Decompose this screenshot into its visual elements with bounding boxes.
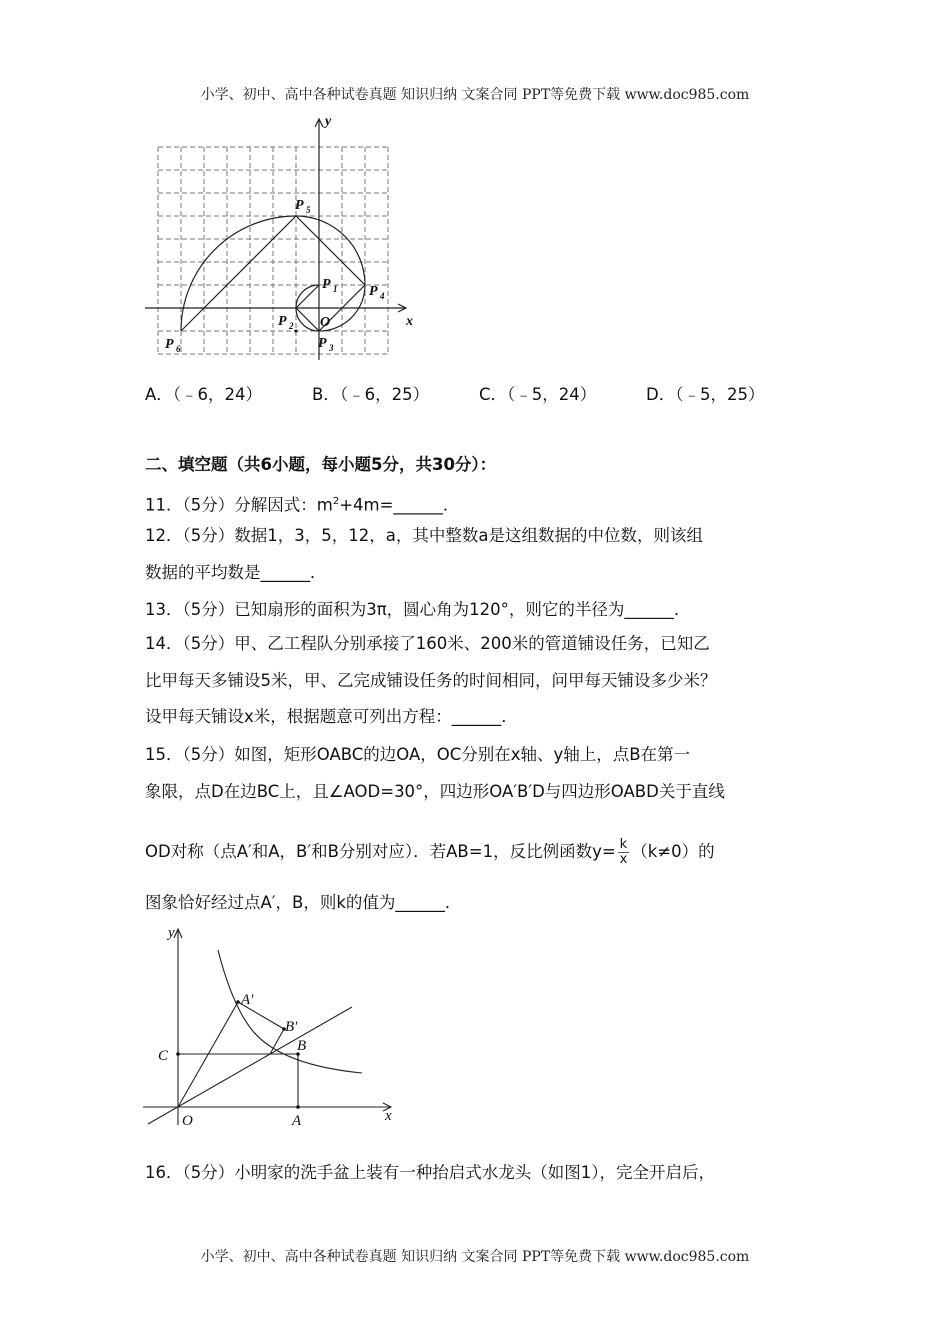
option-d[interactable]: D．（﹣5，25） <box>646 385 765 404</box>
option-c[interactable]: C．（﹣5，24） <box>479 385 597 404</box>
rectangle-OABC <box>178 1054 298 1107</box>
option-b[interactable]: B．（﹣6，25） <box>312 385 430 404</box>
spiral-segments <box>181 216 365 331</box>
svg-text:5: 5 <box>306 205 311 215</box>
answer-options <box>145 384 813 406</box>
svg-text:4: 4 <box>380 291 385 301</box>
question-15-line2: 象限，点D在边BC上，且∠AOD=30°，四边形OA′B′D与四边形OABD关于直线 <box>145 782 725 801</box>
page-footer: 小学、初中、高中各种试卷真题 知识归纳 文案合同 PPT等免费下载 www.doc985.com <box>200 1249 750 1265</box>
figure-rectangle-hyperbola <box>140 920 400 1130</box>
fraction-k-over-x: $\frac{k}{x}$ <box>619 837 628 867</box>
question-15-line3: OD对称（点A′和A，B′和B分别对应）．若AB=1，反比例函数y= $\frac{k}{x}$ （k≠0）的 <box>145 837 715 867</box>
svg-text:3: 3 <box>329 343 334 353</box>
label-P5: P <box>295 198 304 213</box>
label-B-prime: B′ <box>285 1019 298 1035</box>
option-a[interactable]: A．（﹣6，24） <box>145 385 263 404</box>
label-P3: P <box>318 336 327 351</box>
label-O: O <box>320 315 331 330</box>
label-x: x <box>385 1108 392 1124</box>
svg-text:1: 1 <box>333 284 338 294</box>
question-15-line1: 15．（5分）如图，矩形OABC的边OA，OC分别在x轴、y轴上，点B在第一 <box>145 745 691 764</box>
hyperbola-curve <box>218 950 362 1073</box>
svg-text:2: 2 <box>289 321 294 331</box>
label-O: O <box>182 1113 193 1129</box>
label-y: y <box>325 115 332 129</box>
question-14-line1: 14．（5分）甲、乙工程队分别承接了160米、200米的管道铺设任务，已知乙 <box>145 634 710 653</box>
question-13: 13．（5分）已知扇形的面积为3π，圆心角为120°，则它的半径为______． <box>145 600 691 619</box>
figure-spiral-points <box>140 115 430 365</box>
label-C: C <box>158 1048 169 1064</box>
section-title: 二、填空题（共6小题，每小题5分，共30分）： <box>145 455 497 474</box>
spiral-arcs <box>181 216 365 331</box>
question-12-line1: 12．（5分）数据1，3，5，12，a，其中整数a是这组数据的中位数，则该组 <box>145 526 703 545</box>
label-B: B <box>297 1038 307 1054</box>
label-A-prime: A′ <box>241 992 254 1008</box>
question-12-line2: 数据的平均数是______． <box>145 563 327 582</box>
label-P4: P <box>369 284 378 299</box>
question-11: 11．（5分）分解因式：$m^2+4m=\_\_\_\_\_\_$． <box>145 495 460 515</box>
label-A: A <box>292 1113 302 1129</box>
label-x: x <box>406 314 413 329</box>
svg-text:6: 6 <box>176 344 181 354</box>
label-P1: P <box>322 277 331 292</box>
dashed-grid <box>158 147 388 354</box>
question-14-line2: 比甲每天多铺设5米，甲、乙完成铺设任务的时间相同，问甲每天铺设多少米？ <box>145 671 717 690</box>
question-14-line3: 设甲每天铺设x米，根据题意可列出方程：______． <box>145 707 518 726</box>
label-P6: P <box>165 337 174 352</box>
label-y: y <box>168 925 175 941</box>
page-header: 小学、初中、高中各种试卷真题 知识归纳 文案合同 PPT等免费下载 www.doc985.com <box>200 87 750 103</box>
question-15-line4: 图象恰好经过点A′，B，则k的值为______． <box>145 893 462 912</box>
question-16: 16．（5分）小明家的洗手盆上装有一种抬启式水龙头（如图1），完全开启后， <box>145 1163 715 1182</box>
label-P2: P <box>278 314 287 329</box>
